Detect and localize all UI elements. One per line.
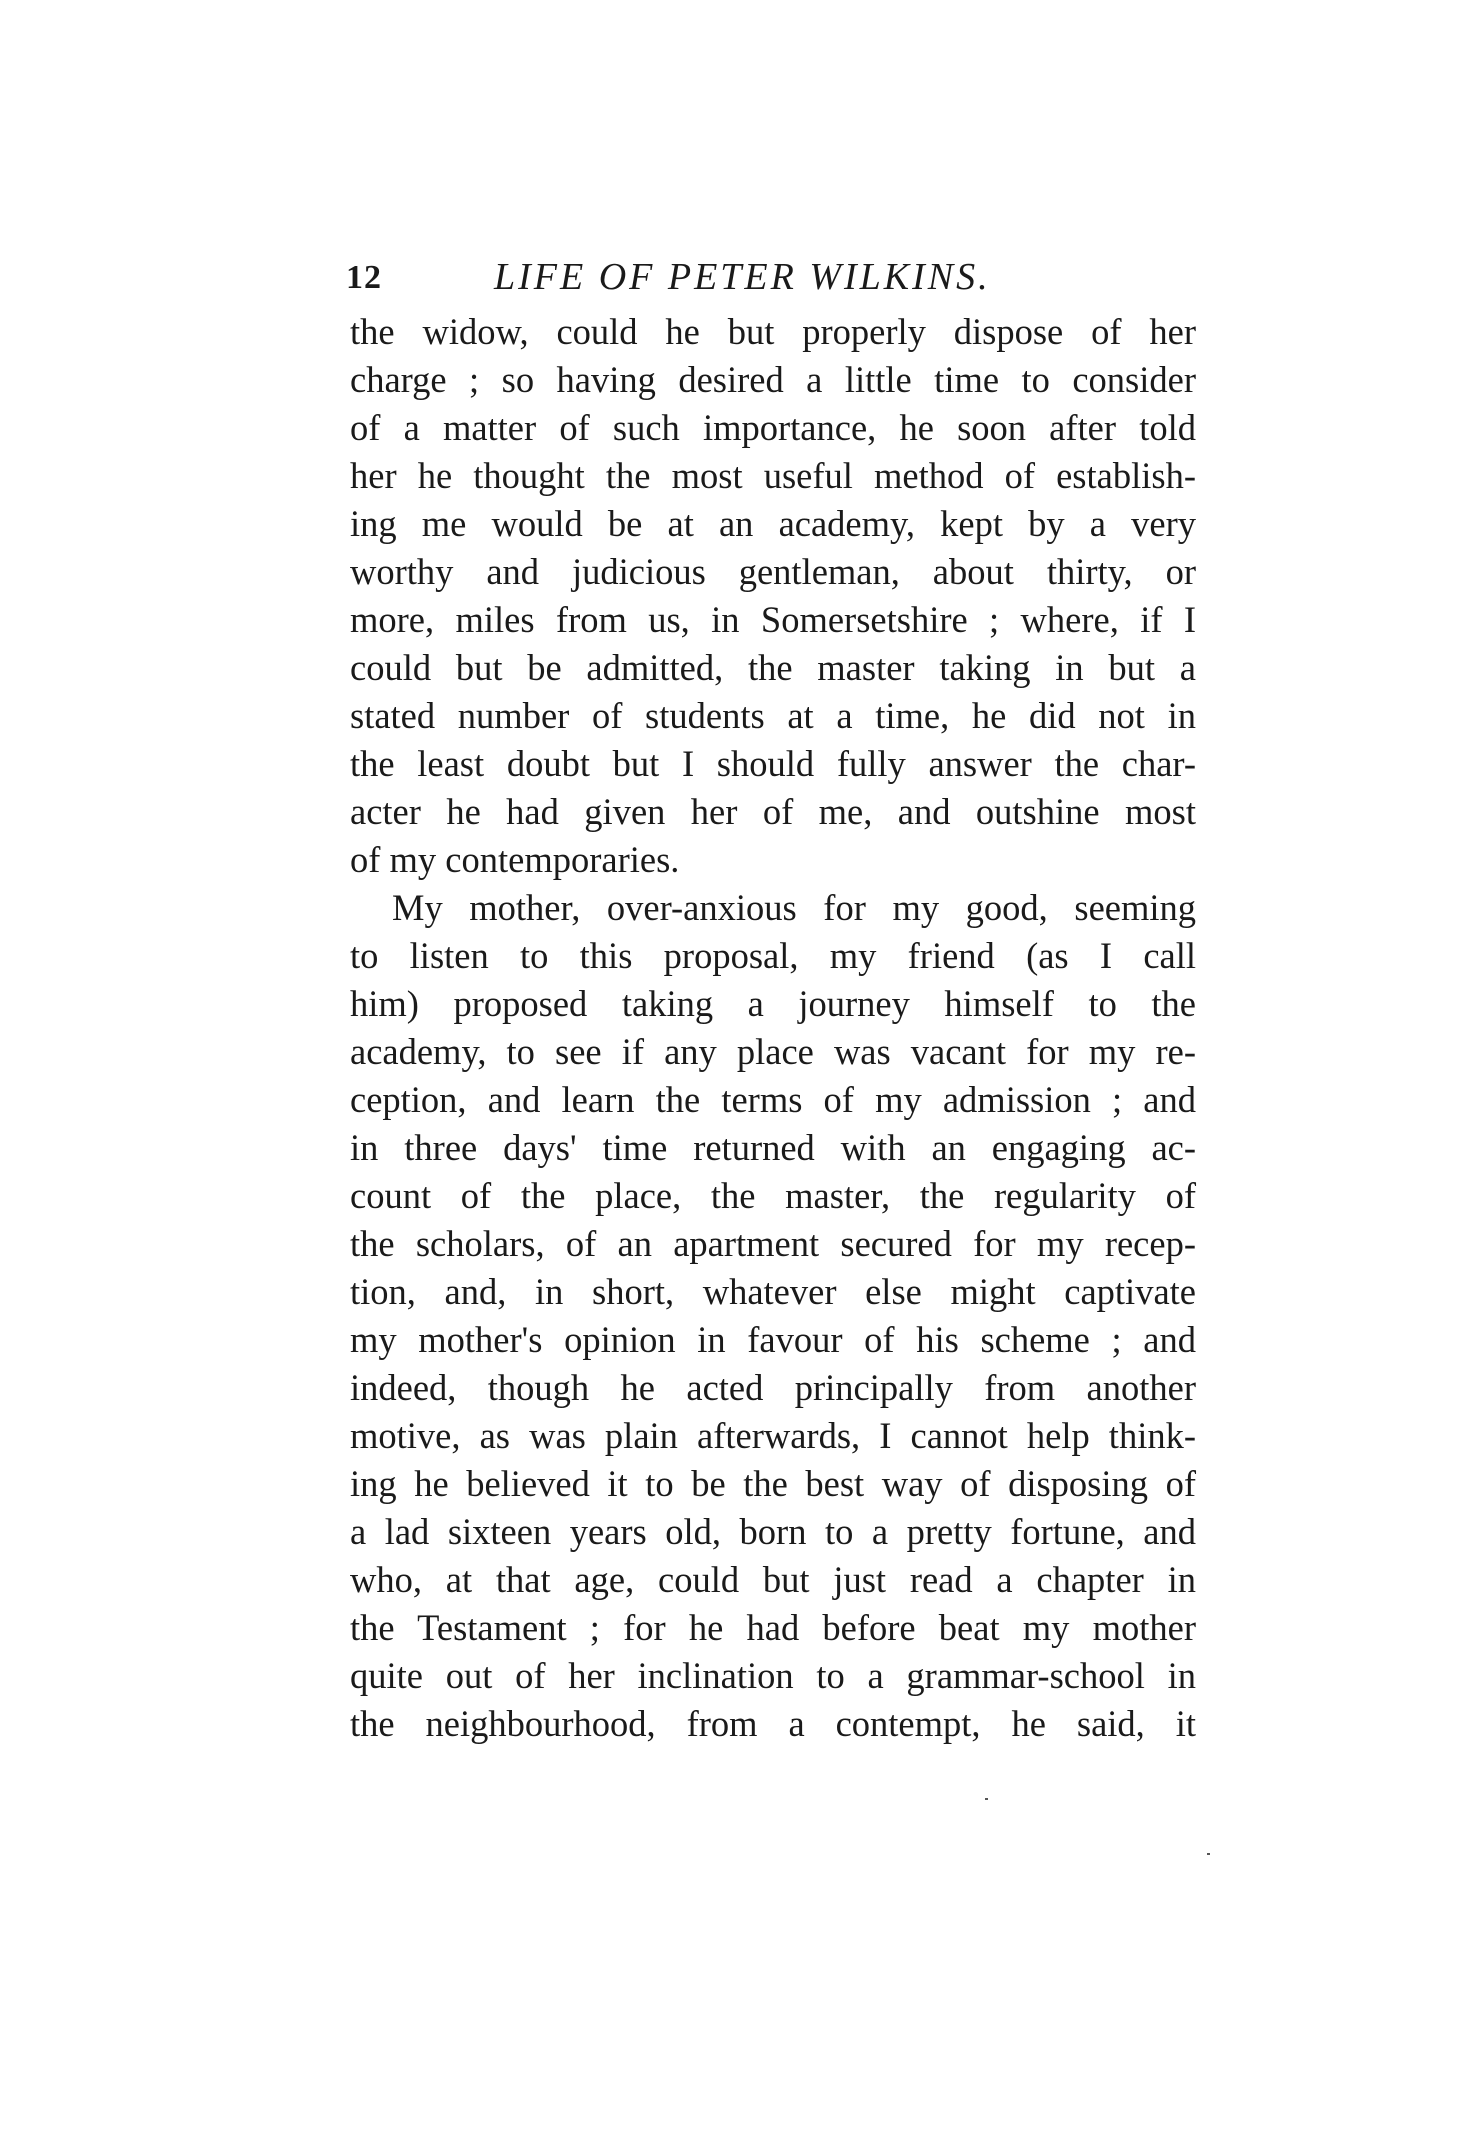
- text-line: stated number of students at a time, he did not in: [350, 695, 1196, 736]
- running-head: [346, 255, 1196, 305]
- text-line: charge ; so having desired a little time to consider: [350, 359, 1196, 400]
- text-line: the least doubt but I should fully answer the char-: [350, 743, 1196, 784]
- text-line: a lad sixteen years old, born to a pretty fortune, and: [350, 1511, 1196, 1552]
- text-line: my mother's opinion in favour of his scheme ; and: [350, 1319, 1196, 1360]
- scan-speck: [1207, 1853, 1210, 1855]
- text-line: more, miles from us, in Somersetshire ; where, if I: [350, 599, 1196, 640]
- text-line: the scholars, of an apartment secured for my recep-: [350, 1223, 1196, 1264]
- text-line: worthy and judicious gentleman, about thirty, or: [350, 551, 1196, 592]
- text-line: could but be admitted, the master taking in but a: [350, 647, 1196, 688]
- text-line: to listen to this proposal, my friend (as I call: [350, 935, 1196, 976]
- page-number: 12: [346, 259, 382, 296]
- text-line: ing me would be at an academy, kept by a very: [350, 503, 1196, 544]
- text-line: her he thought the most useful method of establish-: [350, 455, 1196, 496]
- text-line: him) proposed taking a journey himself to the: [350, 983, 1196, 1024]
- running-title: LIFE OF PETER WILKINS.: [494, 256, 991, 298]
- text-line: indeed, though he acted principally from another: [350, 1367, 1196, 1408]
- text-line: ing he believed it to be the best way of disposing of: [350, 1463, 1196, 1504]
- text-line: acter he had given her of me, and outshine most: [350, 791, 1196, 832]
- text-line: tion, and, in short, whatever else might captivate: [350, 1271, 1196, 1312]
- text-line: My mother, over-anxious for my good, seeming: [392, 887, 1196, 928]
- text-line: ception, and learn the terms of my admission ; and: [350, 1079, 1196, 1120]
- text-line: who, at that age, could but just read a chapter in: [350, 1559, 1196, 1600]
- text-line: quite out of her inclination to a grammar-school in: [350, 1655, 1196, 1696]
- text-line: the neighbourhood, from a contempt, he said, it: [350, 1703, 1196, 1744]
- text-line: count of the place, the master, the regularity of: [350, 1175, 1196, 1216]
- text-line: the widow, could he but properly dispose of her: [350, 311, 1196, 352]
- paragraph-2: [350, 884, 1196, 1748]
- paragraph-1: [350, 308, 1196, 884]
- text-line: academy, to see if any place was vacant for my re-: [350, 1031, 1196, 1072]
- body-text: [350, 308, 1196, 1748]
- text-line: the Testament ; for he had before beat my mother: [350, 1607, 1196, 1648]
- scan-speck: [985, 1798, 988, 1800]
- text-line: motive, as was plain afterwards, I cannot help think-: [350, 1415, 1196, 1456]
- text-line: of my contemporaries.: [350, 839, 680, 880]
- text-line: in three days' time returned with an engaging ac-: [350, 1127, 1196, 1168]
- text-line: of a matter of such importance, he soon after told: [350, 407, 1196, 448]
